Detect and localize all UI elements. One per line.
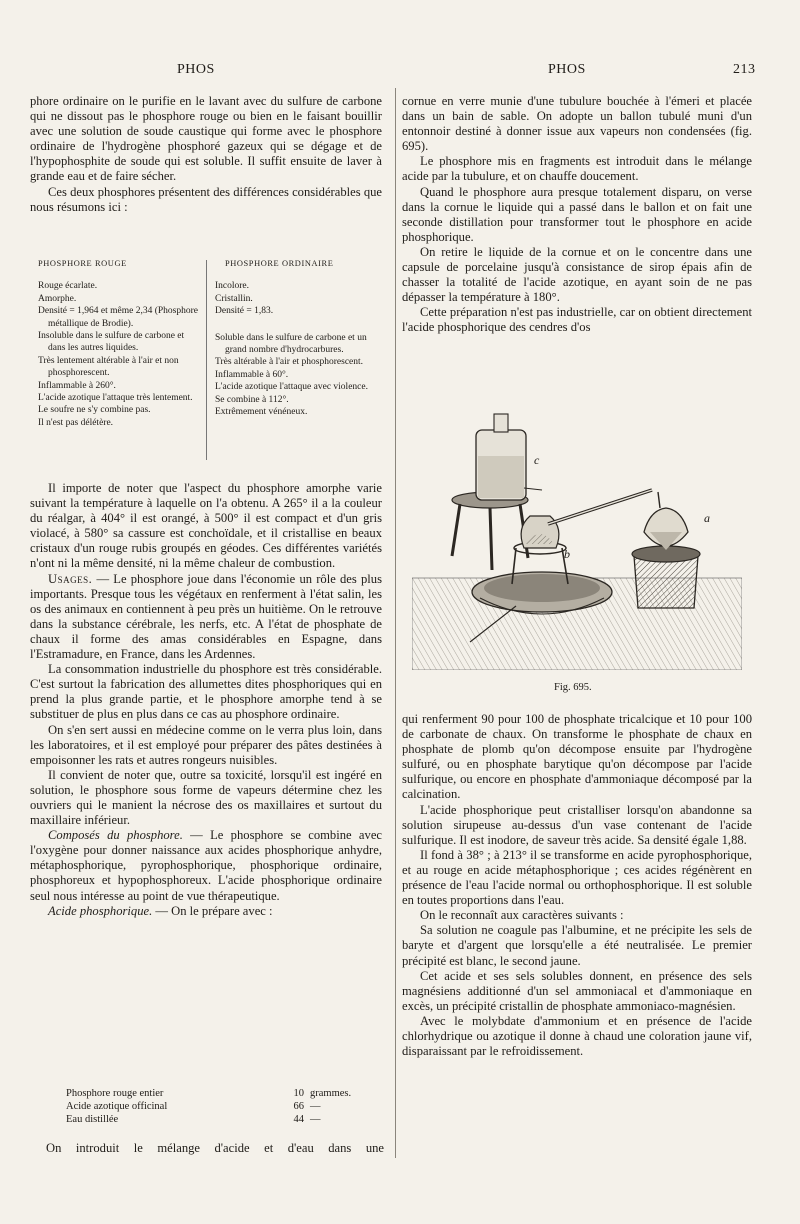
- right-paragraph: Sa solution ne coagule pas l'albumine, et ne précipite les sels de baryte et d'argent que lorsqu'elle a été neutralisée. Le premier précipité est blanc, le second jaune.: [402, 923, 752, 968]
- ordinary-phosphorus-column: [215, 258, 375, 418]
- ordinary-item: Densité = 1,83.: [215, 306, 274, 317]
- usages-label: Usages.: [48, 571, 93, 586]
- acid-label: Acide phosphorique.: [48, 903, 153, 918]
- red-item: Amorphe.: [38, 293, 77, 304]
- red-item: L'acide azotique l'attaque très lentement.: [38, 393, 193, 404]
- acid-text: — On le prépare avec :: [152, 903, 273, 918]
- red-item: Inflammable à 260°.: [38, 380, 116, 391]
- ordinary-item: L'acide azotique l'attaque avec violence.: [215, 382, 368, 393]
- ordinary-item: Soluble dans le sulfure de carbone et un grand nombre d'hydrocarbures.: [215, 332, 367, 356]
- ordinary-item: Se combine à 112°.: [215, 394, 289, 405]
- ordinary-phosphorus-header: PHOSPHORE ORDINAIRE: [225, 259, 334, 268]
- red-item: Densité = 1,964 et même 2,34 (Phosphore métallique de Brodie).: [38, 306, 198, 329]
- red-item: Insoluble dans le sulfure de carbone et dans les autres liquides.: [38, 331, 185, 354]
- right-paragraph: On retire le liquide de la cornue et on le concentre dans une capsule de porcelaine jusqu'à consistance de sirop épais afin de chasser la totalité de l'acide azotique, en ayant soin de ne pas dépasser la température à 180°.: [402, 244, 752, 305]
- usages-paragraph: [30, 572, 382, 663]
- compounds-label: Composés du phosphore.: [48, 828, 183, 843]
- right-paragraph: L'acide phosphorique peut cristalliser lorsqu'on abandonne sa solution sirupeuse au-dessus d'un vase contenant de l'acide sulfurique. Il est inodore, de saveur très acide. Sa densité égale 1,88.: [402, 802, 752, 847]
- ingredient-unit: grammes.: [310, 1088, 352, 1099]
- ingredients-list: [66, 1087, 366, 1126]
- medicine-paragraph: On s'en sert aussi en médecine comme on le verra plus loin, dans les laboratoires, et il est employé pour préparer des pâtes destinées à empoisonner les rats et autres rongeurs nuisibles.: [30, 722, 382, 767]
- right-column-top: [402, 94, 752, 336]
- red-item: Très lentement altérable à l'air et non phosphorescent.: [38, 355, 179, 379]
- column-divider: [395, 88, 396, 1158]
- right-paragraph: Quand le phosphore aura presque totalement disparu, on verse dans la cornue le liquide qui a passé dans le ballon et on fait une seconde distillation pour transformer tout le phosphore en acide phosphorique.: [402, 184, 752, 244]
- red-item: Le soufre ne s'y combine pas.: [38, 405, 151, 416]
- figure-label-a: a: [704, 511, 710, 525]
- compounds-text: — Le phosphore se combine avec l'oxygène pour donner naissance aux acides phosphorique anhydre, métaphosphorique, pyrophosphorique, phosphorique ordinaire, phosphoreux et hypophosphoreux. L'acide phosphorique ordinaire seul nous intéresse au point de vue thérapeutique.: [30, 828, 382, 903]
- distillation-apparatus-figure: [412, 398, 742, 670]
- running-header-right: PHOS: [548, 62, 586, 77]
- right-paragraph: On le reconnaît aux caractères suivants :: [420, 908, 624, 923]
- ordinary-item: Très altérable à l'air et phosphorescent.: [215, 357, 364, 368]
- figure-label-c: c: [534, 453, 540, 467]
- page-number: 213: [733, 62, 756, 77]
- compare-intro: Ces deux phosphores présentent des différences considérables que nous résumons ici :: [30, 184, 382, 214]
- ingredient-qty: 66: [293, 1101, 304, 1112]
- left-column-top: [30, 94, 382, 215]
- ingredient-unit: —: [310, 1114, 321, 1125]
- ordinary-items: [215, 280, 375, 418]
- toxicity-paragraph: Il convient de noter que, outre sa toxicité, lorsqu'il est ingéré en solution, le phosphore sous forme de vapeurs détermine chez les ouvriers qui le manient la nécrose des os maxillaires et surtout du maxillaire inférieur.: [30, 767, 382, 828]
- left-column-body: [30, 481, 382, 919]
- ingredient-qty: 44: [293, 1114, 304, 1125]
- ingredient-name: Phosphore rouge entier: [66, 1088, 164, 1099]
- usages-text: — Le phosphore joue dans l'économie un rôle des plus importants. Presque tous les végétaux en renferment à l'état salin, les os des animaux en contiennent à peu près un huitième. On le retrouve dans la substance cérébrale, les nerfs, etc. A l'état de phosphate de chaux il forme des amas considérables en Espagne, dans l'Estramadure, en France, dans les Ardennes.: [30, 571, 382, 662]
- intro-paragraph: phore ordinaire on le purifie en le lavant avec du sulfure de carbone qui ne dissout pas le phosphore rouge ou bien en le faisant bouillir avec une solution de soude caustique qui forme avec le phosphore ordinaire de l'hydrogène phosphoré gazeux qui se dégage et de l'hypophosphite de soude qui est soluble. Il suffit ensuite de laver à grande eau et de faire sécher.: [30, 94, 382, 184]
- ordinary-item: Inflammable à 60°.: [215, 369, 289, 380]
- red-phosphorus-column: [38, 258, 198, 429]
- table-divider: [206, 260, 207, 460]
- figure-caption: Fig. 695.: [554, 682, 592, 693]
- ordinary-item: Incolore.: [215, 281, 250, 292]
- figure-label-b: b: [564, 547, 570, 561]
- ingredient-name: Eau distillée: [66, 1114, 119, 1125]
- right-paragraph: Avec le molybdate d'ammonium et en présence de l'acide chlorhydrique ou azotique il donne à chaud une coloration jaune vif, disparaissant par le refroidissement.: [402, 1013, 752, 1059]
- ingredient-qty: 10: [293, 1088, 304, 1099]
- ingredient-name: Acide azotique officinal: [66, 1101, 168, 1112]
- red-phosphorus-header: PHOSPHORE ROUGE: [38, 259, 127, 268]
- red-items: [38, 280, 198, 429]
- ingredient-row: [66, 1087, 366, 1100]
- right-paragraph: Il fond à 38° ; à 213° il se transforme en acide pyrophosphorique, et au rouge en acide métaphosphorique ; ces acides régénèrent en présence de l'eau l'acide normal ou orthophosphorique. Il est soluble en toutes proportions dans l'eau.: [402, 847, 752, 908]
- running-header-left: PHOS: [177, 62, 215, 77]
- right-paragraph: Cet acide et ses sels solubles donnent, en présence des sels magnésiens additionné d'un sel ammoniacal et d'ammoniaque en excès, un précipité cristallin de phosphate ammoniaco-magnésien.: [402, 968, 752, 1013]
- comparison-table: [38, 258, 368, 476]
- right-paragraph: Le phosphore mis en fragments est introduit dans le mélange acide par la tubulure, et on chauffe doucement.: [402, 154, 752, 184]
- right-paragraph: Cette préparation n'est pas industrielle, car on obtient directement l'acide phosphorique des cendres d'os: [402, 305, 752, 335]
- ordinary-item: Cristallin.: [215, 293, 253, 304]
- right-column-bottom: [402, 712, 752, 1059]
- amorphous-paragraph: Il importe de noter que l'aspect du phosphore amorphe varie suivant la température à laquelle on l'a obtenu. A 265° il a la couleur du réalgar, à 404° il est orangé, à 500° il est compact et d'un gris violacé, à 580° sa cassure est conchoïdale, et il cristallise en beaux cristaux d'un rouge rubis groupés en géodes. Ces différentes variétés n'ont ni la même densité, ni la même chaleur de combustion.: [30, 481, 382, 571]
- compounds-paragraph: [30, 828, 382, 903]
- ingredient-row: [66, 1113, 366, 1126]
- red-item: Rouge écarlate.: [38, 281, 98, 292]
- ordinary-item: Extrêmement vénéneux.: [215, 407, 308, 418]
- consumption-paragraph: La consommation industrielle du phosphore est très considérable. C'est surtout la fabrication des allumettes dites phosphoriques qui en prend la plus grande partie, et le phosphore amorphe tend à se substituer de plus en plus dans ce cas au phosphore ordinaire.: [30, 662, 382, 722]
- right-paragraph: qui renferment 90 pour 100 de phosphate tricalcique et 10 pour 100 de carbonate de chaux. On transforme le phosphate de chaux en phosphate de plomb qu'on décompose ensuite par l'hydrogène sulfuré, ou en phosphate barytique qu'on décompose par l'acide sulfurique, ou encore en phosphate d'ammoniaque décomposé par la calcination.: [402, 712, 752, 802]
- ingredient-unit: —: [310, 1101, 321, 1112]
- right-paragraph: cornue en verre munie d'une tubulure bouchée à l'émeri et placée dans un bain de sable. On adopte un ballon tubulé muni d'un entonnoir destiné à donner issue aux vapeurs non condensées (fig. 695).: [402, 94, 752, 154]
- ingredient-row: [66, 1100, 366, 1113]
- closing-line: On introduit le mélange d'acide et d'eau dans une: [46, 1141, 384, 1155]
- red-item: Il n'est pas délétère.: [38, 417, 114, 428]
- acid-paragraph: [30, 904, 382, 919]
